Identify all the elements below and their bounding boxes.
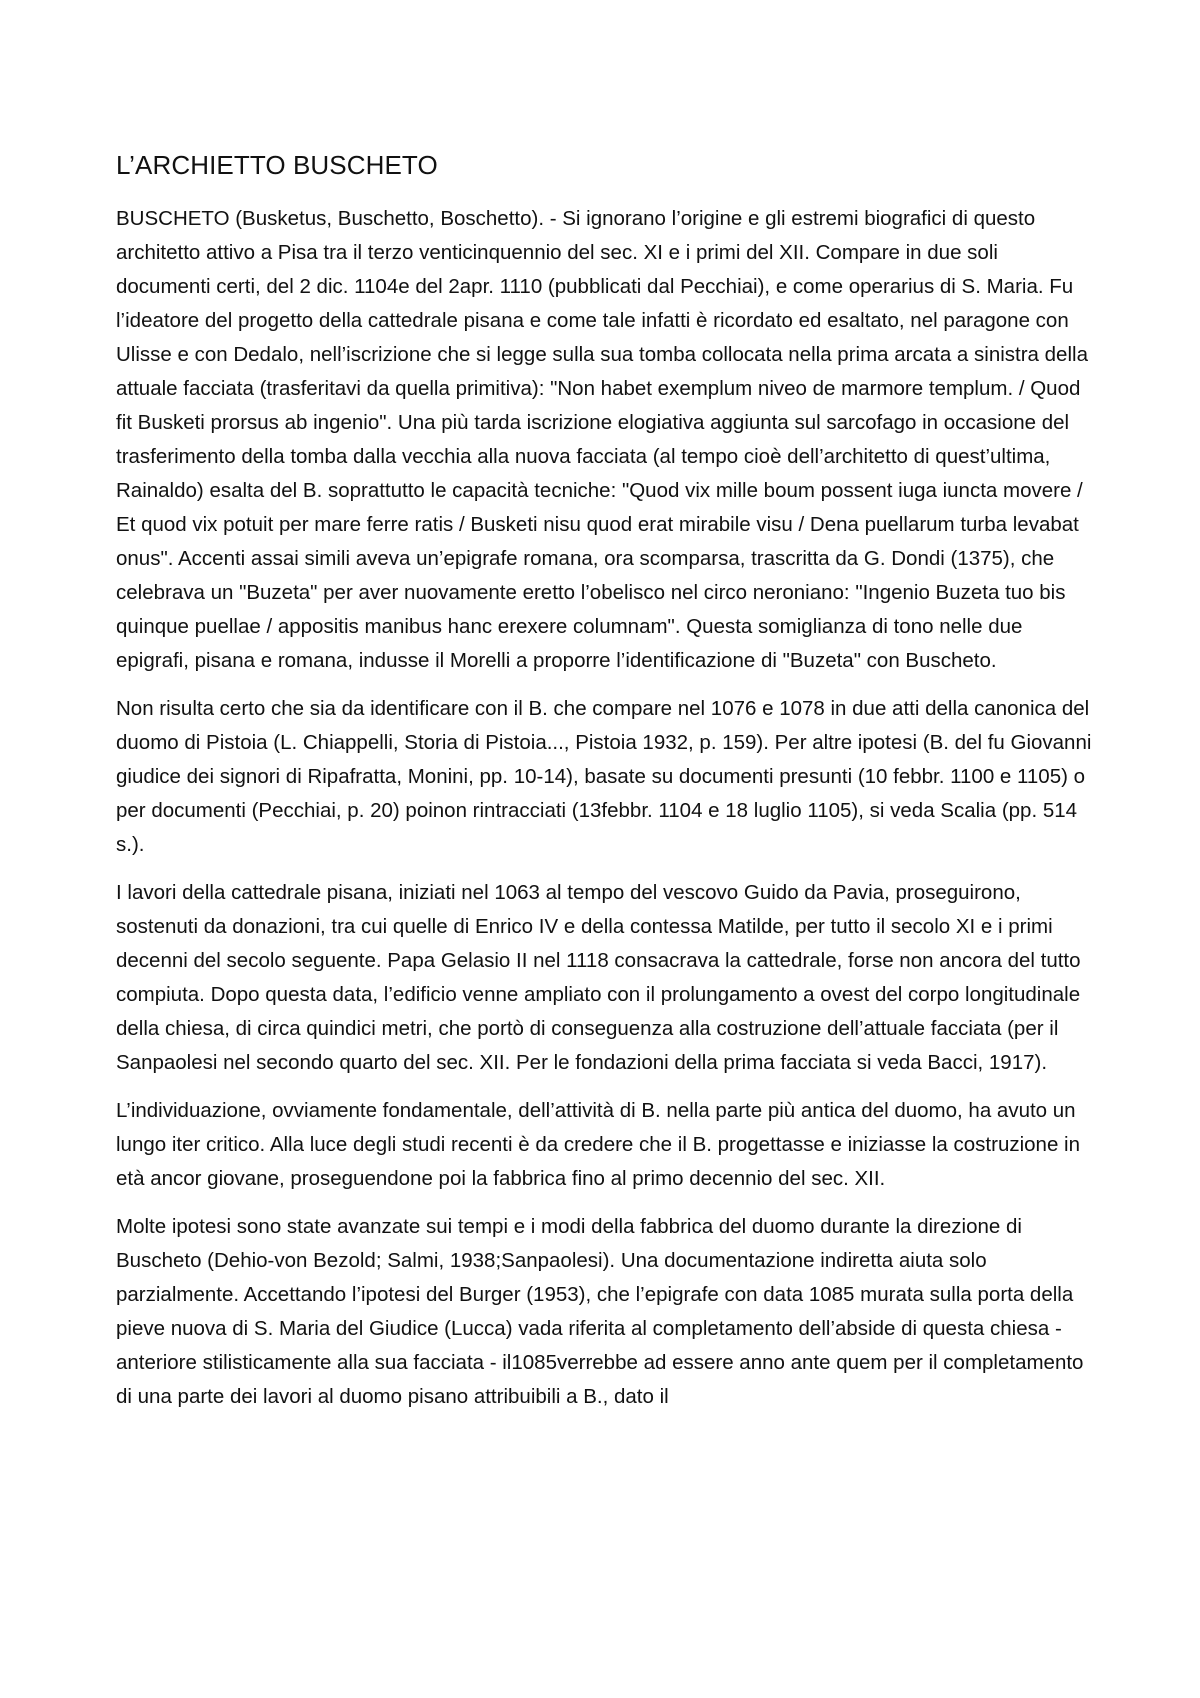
document-body xyxy=(116,148,1094,1428)
paragraph-4: L’individuazione, ovviamente fondamentale, dell’attività di B. nella parte più antica del duomo, ha avuto un lungo iter critico. Alla luce degli studi recenti è da credere che il B. progettasse e iniziasse la costruzione in età ancor giovane, proseguendone poi la fabbrica fino al primo decennio del sec. XII. xyxy=(116,1099,1081,1190)
document-title: L’ARCHIETTO BUSCHETO xyxy=(116,150,438,180)
paragraph-3: I lavori della cattedrale pisana, iniziati nel 1063 al tempo del vescovo Guido da Pavia, proseguirono, sostenuti da donazioni, tra cui quelle di Enrico IV e della contessa Matilde, per tutto il secolo XI e i primi decenni del secolo seguente. Papa Gelasio II nel 1118 consacrava la cattedrale, forse non ancora del tutto compiuta. Dopo questa data, l’edificio venne ampliato con il prolungamento a ovest del corpo longitudinale della chiesa, di circa quindici metri, che portò di conseguenza alla costruzione dell’attuale facciata (per il Sanpaolesi nel secondo quarto del sec. XII. Per le fondazioni della prima facciata si veda Bacci, 1917). xyxy=(116,881,1081,1074)
paragraph-5: Molte ipotesi sono state avanzate sui tempi e i modi della fabbrica del duomo durante la direzione di Buscheto (Dehio-von Bezold; Salmi, 1938;Sanpaolesi). Una documentazione indiretta aiuta solo parzialmente. Accettando l’ipotesi del Burger (1953), che l’epigrafe con data 1085 murata sulla porta della pieve nuova di S. Maria del Giudice (Lucca) vada riferita al completamento dell’abside di questa chiesa - anteriore stilisticamente alla sua facciata - il1085verrebbe ad essere anno ante quem per il completamento di una parte dei lavori al duomo pisano attribuibili a B., dato il xyxy=(116,1215,1084,1408)
paragraph-1: BUSCHETO (Busketus, Buschetto, Boschetto). - Si ignorano l’origine e gli estremi biografici di questo architetto attivo a Pisa tra il terzo venticinquennio del sec. XI e i primi del XII. Compare in due soli documenti certi, del 2 dic. 1104e del 2apr. 1110 (pubblicati dal Pecchiai), e come operarius di S. Maria. Fu l’ideatore del progetto della cattedrale pisana e come tale infatti è ricordato ed esaltato, nel paragone con Ulisse e con Dedalo, nell’iscrizione che si legge sulla sua tomba collocata nella prima arcata a sinistra della attuale facciata (trasferitavi da quella primitiva): "Non habet exemplum niveo de marmore templum. / Quod fit Busketi prorsus ab ingenio". Una più tarda iscrizione elogiativa aggiunta sul sarcofago in occasione del trasferimento della tomba dalla vecchia alla nuova facciata (al tempo cioè dell’architetto di quest’ultima, Rainaldo) esalta del B. soprattutto le capacità tecniche: "Quod vix mille boum possent iuga iuncta movere / Et quod vix potuit per mare ferre ratis / Busketi nisu quod erat mirabile visu / Dena puellarum turba levabat onus". Accenti assai simili aveva un’epigrafe romana, ora scomparsa, trascritta da G. Dondi (1375), che celebrava un "Buzeta" per aver nuovamente eretto l’obelisco nel circo neroniano: "Ingenio Buzeta tuo bis quinque puellae / appositis manibus hanc erexere columnam". Questa somiglianza di tono nelle due epigrafi, pisana e romana, indusse il Morelli a proporre l’identificazione di "Buzeta" con Buscheto. xyxy=(116,207,1088,672)
paragraph-2: Non risulta certo che sia da identificare con il B. che compare nel 1076 e 1078 in due atti della canonica del duomo di Pistoia (L. Chiappelli, Storia di Pistoia..., Pistoia 1932, p. 159). Per altre ipotesi (B. del fu Giovanni giudice dei signori di Ripafratta, Monini, pp. 10-14), basate su documenti presunti (10 febbr. 1100 e 1105) o per documenti (Pecchiai, p. 20) poinon rintracciati (13febbr. 1104 e 18 luglio 1105), si veda Scalia (pp. 514 s.). xyxy=(116,697,1092,856)
